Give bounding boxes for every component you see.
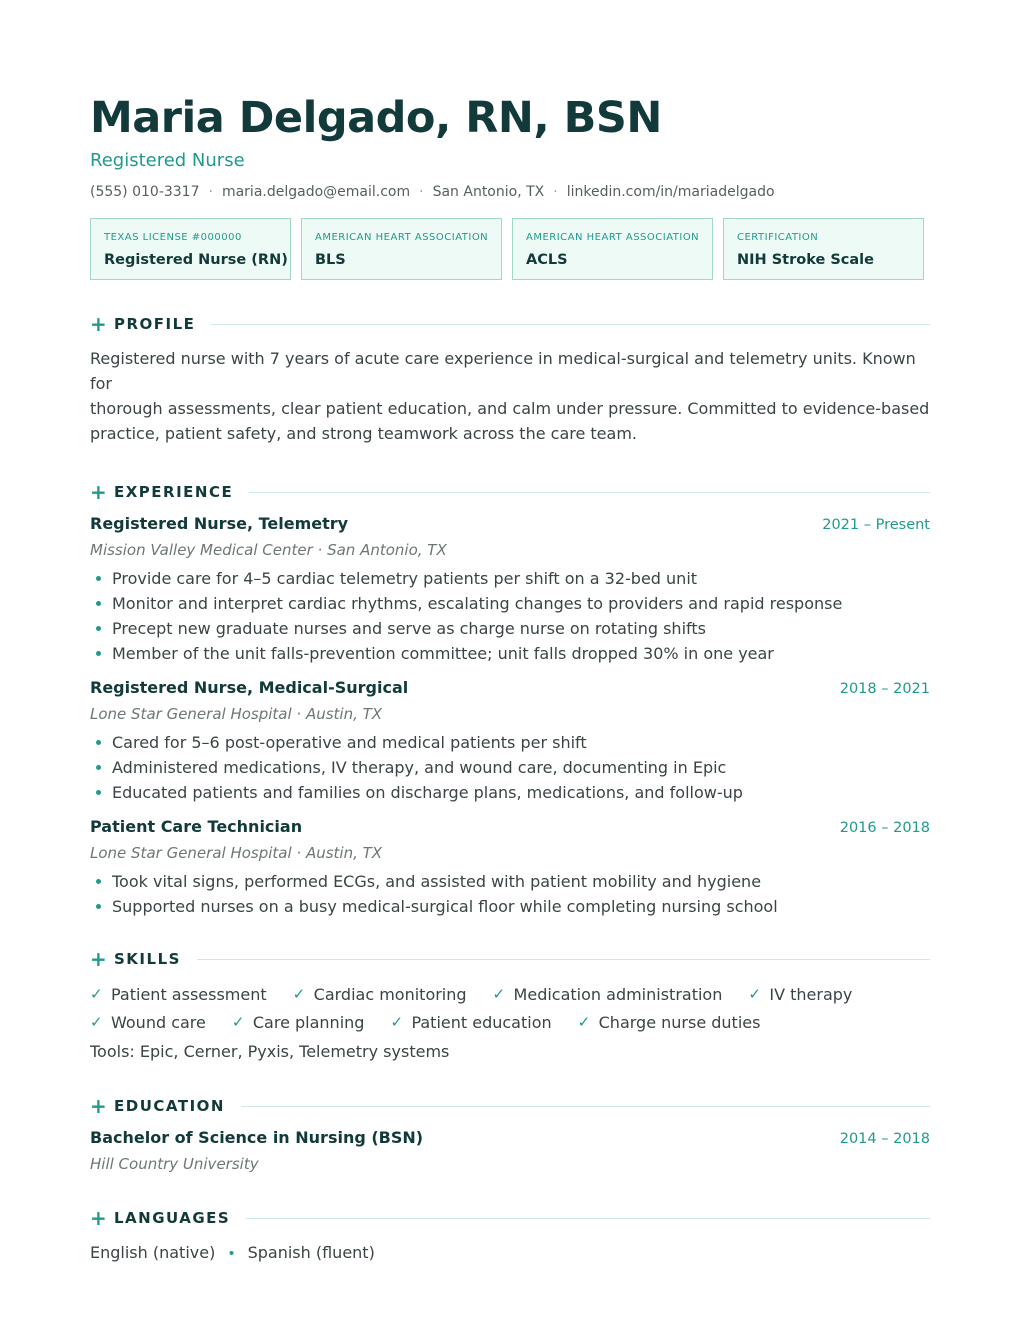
contact-line <box>90 182 930 202</box>
job-dates: 2016 – 2018 <box>839 820 930 836</box>
education-header <box>90 1128 930 1152</box>
skills-row <box>90 980 930 1008</box>
skill-label: Cardiac monitoring <box>313 984 467 1004</box>
job-header <box>90 817 930 841</box>
job-dates: 2021 – Present <box>822 517 930 533</box>
cert-name: NIH Stroke Scale <box>737 252 874 268</box>
cert-name: BLS <box>315 252 346 268</box>
cert-name: ACLS <box>526 252 568 268</box>
job-organization: Lone Star General Hospital · Austin, TX <box>90 844 383 862</box>
plus-icon: + <box>90 1206 107 1230</box>
profile-section-header <box>90 312 930 336</box>
cert-issuer: TEXAS LICENSE #000000 <box>104 232 242 243</box>
degree-title: Bachelor of Science in Nursing (BSN) <box>90 1128 424 1147</box>
skill-item <box>90 1013 206 1032</box>
list-item: Precept new graduate nurses and serve as charge nurse on rotating shifts <box>90 616 930 641</box>
skills-row <box>90 1008 930 1036</box>
job-organization: Lone Star General Hospital · Austin, TX <box>90 705 383 723</box>
skill-label: Charge nurse duties <box>598 1012 761 1032</box>
contact-email: maria.delgado@email.com <box>221 184 411 200</box>
tools-line: Tools: Epic, Cerner, Pyxis, Telemetry systems <box>90 1042 450 1061</box>
skill-label: Patient assessment <box>111 984 267 1004</box>
section-divider <box>246 1218 930 1219</box>
job-bullets <box>90 869 930 919</box>
job-dates: 2018 – 2021 <box>839 681 930 697</box>
skill-item <box>493 985 723 1004</box>
list-item: Provide care for 4–5 cardiac telemetry patients per shift on a 32-bed unit <box>90 566 930 591</box>
contact-separator: · <box>208 184 213 200</box>
languages-section-header <box>90 1206 930 1230</box>
check-icon: ✓ <box>231 1013 245 1031</box>
section-title: PROFILE <box>114 315 196 333</box>
check-icon: ✓ <box>577 1013 591 1031</box>
job-bullets <box>90 566 930 666</box>
resume-content <box>90 92 930 1268</box>
dot-bullet-icon: • <box>227 1246 236 1262</box>
job-entry <box>90 514 930 666</box>
check-icon: ✓ <box>492 985 506 1003</box>
check-icon: ✓ <box>90 1013 103 1031</box>
skill-label: Medication administration <box>513 984 723 1004</box>
cert-name: Registered Nurse (RN) <box>104 252 288 268</box>
list-item: Took vital signs, performed ECGs, and assisted with patient mobility and hygiene <box>90 869 930 894</box>
plus-icon: + <box>90 480 107 504</box>
job-entry <box>90 678 930 805</box>
cert-card <box>90 218 291 280</box>
section-title: EXPERIENCE <box>114 483 234 501</box>
section-title: LANGUAGES <box>114 1209 231 1227</box>
profile-line: practice, patient safety, and strong teamwork across the care team. <box>90 424 637 443</box>
languages-list <box>90 1239 930 1268</box>
job-title: Patient Care Technician <box>90 817 303 836</box>
profile-line: Registered nurse with 7 years of acute care experience in medical-surgical and telemetry units. Known for <box>90 349 916 393</box>
experience-section-header <box>90 480 930 504</box>
cert-card <box>301 218 502 280</box>
cert-issuer: AMERICAN HEART ASSOCIATION <box>526 232 700 243</box>
skill-item <box>390 1013 551 1032</box>
education-dates: 2014 – 2018 <box>839 1131 930 1147</box>
cert-card <box>512 218 713 280</box>
cert-issuer: AMERICAN HEART ASSOCIATION <box>315 232 489 243</box>
skill-item <box>748 985 852 1004</box>
list-item: Monitor and interpret cardiac rhythms, escalating changes to providers and rapid response <box>90 591 930 616</box>
education-entry <box>90 1128 930 1176</box>
language-item: Spanish (fluent) <box>247 1243 375 1262</box>
list-item: Member of the unit falls-prevention committee; unit falls dropped 30% in one year <box>90 641 930 666</box>
skill-label: Wound care <box>111 1012 206 1032</box>
candidate-role: Registered Nurse <box>90 150 245 171</box>
plus-icon: + <box>90 1094 107 1118</box>
section-title: EDUCATION <box>114 1097 225 1115</box>
list-item: Cared for 5–6 post-operative and medical patients per shift <box>90 730 930 755</box>
section-title: SKILLS <box>114 950 181 968</box>
skills-section-header <box>90 947 930 971</box>
contact-separator: · <box>419 184 424 200</box>
certifications-row <box>90 218 930 280</box>
skills-list <box>90 980 930 1066</box>
profile-line: thorough assessments, clear patient education, and calm under pressure. Committed to evidence-based <box>90 399 930 418</box>
school-name: Hill Country University <box>90 1155 259 1173</box>
plus-icon: + <box>90 312 107 336</box>
skill-item <box>90 985 267 1004</box>
check-icon: ✓ <box>90 985 103 1003</box>
list-item: Educated patients and families on discharge plans, medications, and follow-up <box>90 780 930 805</box>
check-icon: ✓ <box>390 1013 404 1031</box>
list-item: Supported nurses on a busy medical-surgical floor while completing nursing school <box>90 894 930 919</box>
section-divider <box>249 492 930 493</box>
skill-item <box>232 1013 365 1032</box>
job-entry <box>90 817 930 919</box>
skill-label: IV therapy <box>769 984 853 1004</box>
section-divider <box>211 324 930 325</box>
skill-label: Patient education <box>411 1012 552 1032</box>
section-divider <box>197 959 930 960</box>
skill-item <box>293 985 467 1004</box>
profile-summary <box>90 346 930 446</box>
skill-item <box>578 1013 761 1032</box>
job-title: Registered Nurse, Medical-Surgical <box>90 678 409 697</box>
list-item: Administered medications, IV therapy, and wound care, documenting in Epic <box>90 755 930 780</box>
cert-card <box>723 218 924 280</box>
candidate-name: Maria Delgado, RN, BSN <box>90 93 662 143</box>
contact-separator: · <box>553 184 558 200</box>
contact-linkedin: linkedin.com/in/mariadelgado <box>566 184 775 200</box>
contact-phone: (555) 010-3317 <box>90 184 200 200</box>
cert-issuer: CERTIFICATION <box>737 232 819 243</box>
job-bullets <box>90 730 930 805</box>
job-organization: Mission Valley Medical Center · San Antonio, TX <box>90 541 447 559</box>
job-header <box>90 678 930 702</box>
job-title: Registered Nurse, Telemetry <box>90 514 349 533</box>
education-section-header <box>90 1094 930 1118</box>
check-icon: ✓ <box>748 985 761 1003</box>
section-divider <box>241 1106 930 1107</box>
plus-icon: + <box>90 947 107 971</box>
skill-label: Care planning <box>252 1012 365 1032</box>
check-icon: ✓ <box>292 985 306 1003</box>
contact-location: San Antonio, TX <box>432 184 545 200</box>
language-item: English (native) <box>90 1243 216 1262</box>
job-header <box>90 514 930 538</box>
